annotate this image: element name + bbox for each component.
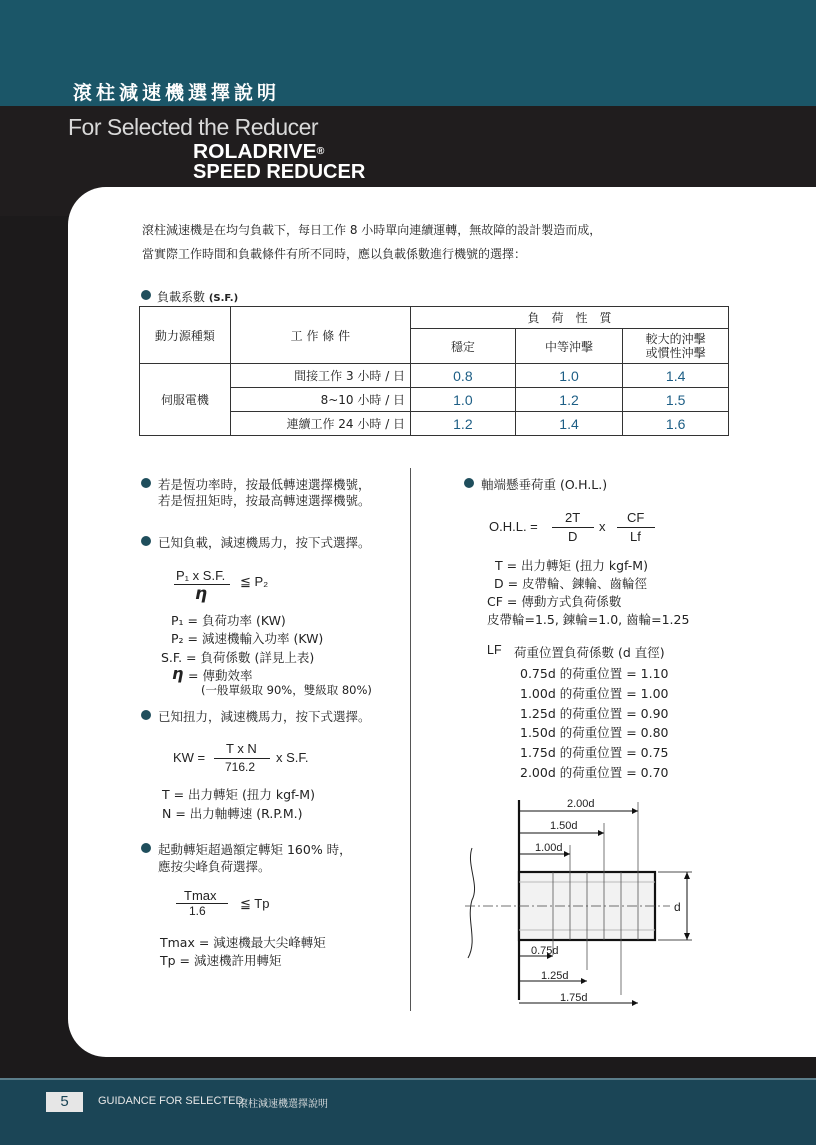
diameter-label: d [674,900,681,914]
dim-label: 1.00d [535,842,563,854]
def-n: N = 出力軸轉速 (R.P.M.) [162,806,303,821]
def-sf: S.F. = 負荷係數 (詳見上表) [161,650,315,665]
formula1-numerator: P₁ x S.F. [176,568,226,583]
formula3-numerator: Tmax [184,888,217,903]
formula1-denominator: η [195,584,208,604]
condition-cell: 間接工作 3 小時 / 日 [230,364,410,388]
def-tmax: Tmax = 減速機最大尖峰轉矩 [160,935,326,950]
ohl-fraction-bar-1 [552,527,594,528]
lf-row: 1.00d 的荷重位置 = 1.00 [520,686,669,701]
bullet-icon [464,478,474,488]
def-eta-note: (一般單級取 90%，雙級取 80%) [201,683,372,697]
ohl-def-d: D = 皮帶輪、鍊輪、齒輪徑 [494,576,648,591]
footer-band [0,1080,816,1145]
formula2-rhs: x S.F. [276,750,309,765]
bullet-icon [141,536,151,546]
heavy-value: 1.5 [623,388,729,412]
ohl-def-cf: CF = 傳動方式負荷係數 [487,594,622,609]
medium-value: 1.0 [515,364,623,388]
header-work-condition: 工 作 條 件 [230,307,410,364]
condition-cell: 連續工作 24 小時 / 日 [230,412,410,436]
ohl-def-t: T = 出力轉矩 (扭力 kgf-M) [495,558,648,573]
stable-value: 1.2 [411,412,516,436]
dim-label: 1.75d [560,992,588,1004]
peak-note-line-2: 應按尖峰負荷選擇。 [158,859,271,874]
formula2-numerator: T x N [226,741,257,756]
def-p1: P₁ = 負荷功率 (KW) [171,613,286,628]
header-heavy-shock: 較大的沖擊 或慣性沖擊 [623,329,729,364]
peak-note-line-1: 起動轉矩超過額定轉矩 160% 時， [158,842,352,857]
bullet-icon [141,478,151,488]
formula2-denominator: 716.2 [225,760,256,774]
lf-title: 荷重位置負荷係數 (d 直徑) [514,645,665,660]
ohl-formula-den2: Lf [630,529,641,544]
power-note-line-1: 若是恆功率時，按最低轉速選擇機號， [158,477,371,492]
known-load-heading: 已知負載，減速機馬力，按下式選擇。 [158,535,371,550]
header-medium-shock: 中等沖擊 [515,329,623,364]
bullet-icon [141,710,151,720]
formula3-relation: ≦ Tp [240,896,270,911]
def-eta-symbol: η [172,664,184,683]
medium-value: 1.2 [515,388,623,412]
service-factor-table [139,306,729,436]
lf-row: 0.75d 的荷重位置 = 1.10 [520,666,669,681]
header-power-source: 動力源種類 [140,307,231,364]
intro-line-2: 當實際工作時間和負載條件有所不同時，應以負載係數進行機號的選擇： [142,247,527,261]
def-eta: = 傳動效率 [188,668,253,683]
bullet-icon [141,290,151,300]
intro-line-1: 滾柱減速機是在均勻負載下，每日工作 8 小時單向連續運轉，無故障的設計製造而成， [142,223,602,237]
footer-english-label: GUIDANCE FOR SELECTED [98,1095,244,1107]
ohl-fraction-bar-2 [617,527,655,528]
page-title-chinese: 滾柱減速機選擇說明 [73,82,281,104]
ohl-formula-den1: D [568,529,578,544]
brand-logo-line2: SPEED REDUCER [193,161,366,183]
column-divider [410,468,411,1011]
shaft-load-diagram [460,790,700,1010]
page-title-english: For Selected the Reducer [68,114,319,140]
stable-value: 1.0 [411,388,516,412]
formula2-fraction-bar [214,758,270,759]
def-p2: P₂ = 減速機輸入功率 (KW) [171,631,324,646]
footer-chinese-label: 滾柱減速機選擇說明 [238,1099,328,1110]
def-t: T = 出力轉矩 (扭力 kgf-M) [162,787,315,802]
dim-label: 1.25d [541,970,569,982]
page-number: 5 [46,1092,83,1112]
known-torque-heading: 已知扭力，減速機馬力，按下式選擇。 [158,709,371,724]
ohl-formula-x: x [599,519,606,534]
sf-heading: 負載系數 (S.F.) [157,290,239,304]
heavy-value: 1.6 [623,412,729,436]
lf-row: 2.00d 的荷重位置 = 0.70 [520,765,669,780]
power-note-line-2: 若是恆扭矩時，按最高轉速選擇機號。 [158,493,371,508]
ohl-def-cf-values: 皮帶輪=1.5, 鍊輪=1.0, 齒輪=1.25 [487,612,690,627]
lf-row: 1.75d 的荷重位置 = 0.75 [520,745,669,760]
ohl-formula-num2: CF [627,510,645,525]
lf-row: 1.25d 的荷重位置 = 0.90 [520,706,669,721]
condition-cell: 8~10 小時 / 日 [230,388,410,412]
break-line [468,848,475,958]
heavy-value: 1.4 [623,364,729,388]
bullet-icon [141,843,151,853]
ohl-formula-lhs: O.H.L. = [489,519,538,534]
dim-label: 1.50d [550,820,578,832]
formula3-denominator: 1.6 [189,904,206,918]
brand-logo-line1: ROLADRIVE® [193,141,325,163]
power-source-cell: 伺服電機 [140,364,231,436]
header-load-nature: 負 荷 性 質 [411,307,729,329]
formula2-lhs: KW = [173,750,206,765]
lf-row: 1.50d 的荷重位置 = 0.80 [520,725,669,740]
ohl-heading: 軸端懸垂荷重 (O.H.L.) [481,477,608,492]
formula1-relation: ≦ P₂ [240,574,269,589]
table-row [140,364,729,388]
def-tp: Tp = 減速機許用轉矩 [160,953,282,968]
medium-value: 1.4 [515,412,623,436]
header-stable: 穩定 [411,329,516,364]
ohl-formula-num1: 2T [565,510,581,525]
lf-label: LF [487,643,502,657]
dim-label: 0.75d [531,945,559,957]
stable-value: 0.8 [411,364,516,388]
dim-label: 2.00d [567,798,595,810]
